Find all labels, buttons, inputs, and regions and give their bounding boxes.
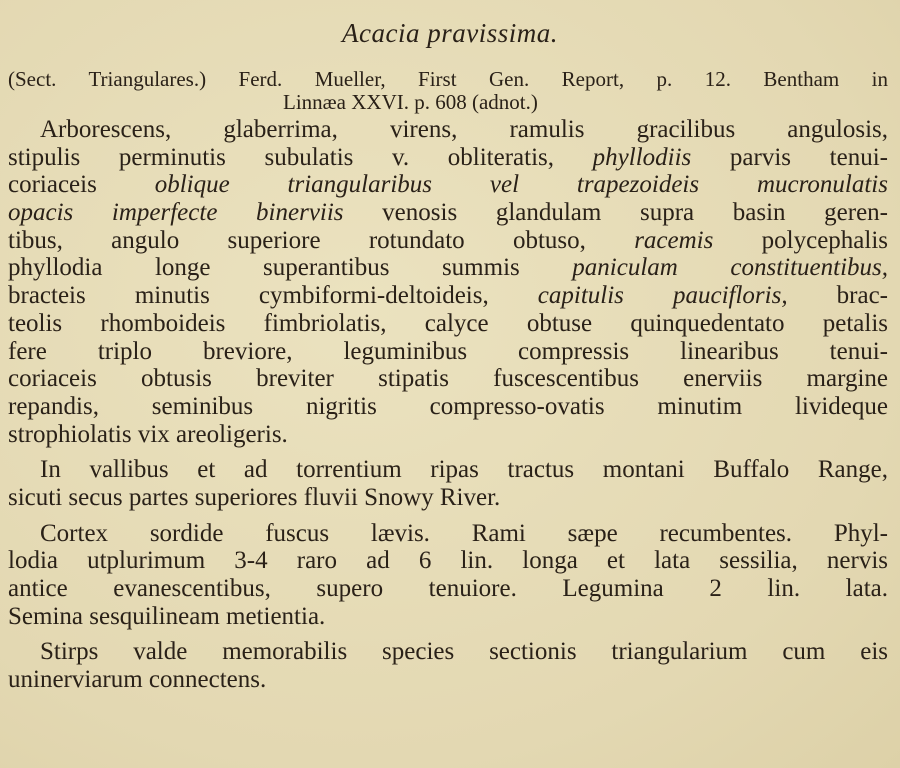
text-run: uninerviarum connectens.	[8, 666, 267, 694]
text-line	[8, 421, 888, 449]
text-run: parvis tenui-	[691, 143, 888, 171]
text-line	[8, 116, 888, 144]
italic-text: racemis	[634, 226, 714, 254]
text-run: Cortex sordide fuscus lævis. Rami sæpe recumbentes. Phyl-	[40, 519, 888, 547]
text-run: bracteis minutis cymbiformi-deltoideis,	[8, 282, 538, 310]
text-run: teolis rhomboideis fimbriolatis, calyce obtuse quinquedentato petalis	[8, 309, 888, 337]
text-run: strophiolatis vix areoligeris.	[8, 420, 288, 448]
text-line	[8, 484, 888, 512]
text-run: lodia utplurimum 3-4 raro ad 6 lin. longa et lata sessilia, nervis	[8, 547, 888, 575]
text-run: repandis, seminibus nigritis compresso-ovatis minutim livideque	[8, 392, 888, 420]
text-line	[8, 575, 888, 603]
paragraph	[8, 456, 888, 511]
text-line	[8, 666, 888, 694]
text-line	[8, 603, 888, 631]
text-run: Semina sesquilineam metientia.	[8, 602, 326, 630]
text-run: fere triplo breviore, leguminibus compressis linearibus tenui-	[8, 337, 888, 365]
italic-text: paniculam constituentibus,	[572, 254, 889, 282]
italic-text: capitulis paucifloris,	[537, 282, 788, 310]
description-body	[8, 116, 888, 702]
reference-line-2: Linnæa XXVI. p. 608 (adnot.)	[283, 90, 538, 114]
text-line	[8, 199, 888, 227]
paragraph	[8, 638, 888, 693]
paragraph	[8, 116, 888, 448]
paragraph	[8, 520, 888, 631]
text-run: stipulis perminutis subulatis v. obliteratis,	[8, 143, 593, 171]
reference-line-1: (Sect. Triangulares.) Ferd. Mueller, First Gen. Report, p. 12. Bentham in	[8, 67, 888, 91]
text-line	[8, 171, 888, 199]
text-line	[8, 365, 888, 393]
species-title: Acacia pravissima.	[342, 18, 558, 48]
italic-text: oblique triangularibus vel trapezoideis mucronulatis	[154, 171, 888, 199]
text-line	[8, 393, 888, 421]
text-run: tibus, angulo superiore rotundato obtuso,	[8, 226, 635, 254]
text-line	[8, 338, 888, 366]
text-line	[8, 254, 888, 282]
text-line	[8, 310, 888, 338]
text-line	[8, 520, 888, 548]
text-run: Arborescens, glaberrima, virens, ramulis gracilibus angulosis,	[40, 116, 888, 143]
text-run: coriaceis obtusis breviter stipatis fuscescentibus enerviis margine	[8, 365, 888, 393]
text-line	[8, 227, 888, 255]
text-run: phyllodia longe superantibus summis	[8, 254, 573, 282]
italic-text: phyllodiis	[592, 143, 692, 171]
text-run: sicuti secus partes superiores fluvii Snowy River.	[8, 483, 501, 511]
text-line	[8, 456, 888, 484]
text-run: coriaceis	[8, 171, 155, 199]
text-run: In vallibus et ad torrentium ripas tractus montani Buffalo Range,	[40, 456, 888, 484]
text-run: antice evanescentibus, supero tenuiore. Legumina 2 lin. lata.	[8, 575, 888, 602]
text-line	[8, 638, 888, 666]
text-line	[8, 282, 888, 310]
text-line	[8, 144, 888, 172]
text-run: venosis glandulam supra basin geren-	[343, 199, 889, 227]
text-run: Stirps valde memorabilis species sectionis triangularium cum eis	[40, 638, 888, 666]
text-run: polycephalis	[713, 226, 889, 254]
text-run: brac-	[787, 282, 888, 310]
italic-text: opacis imperfecte binerviis	[8, 199, 344, 227]
text-line	[8, 547, 888, 575]
